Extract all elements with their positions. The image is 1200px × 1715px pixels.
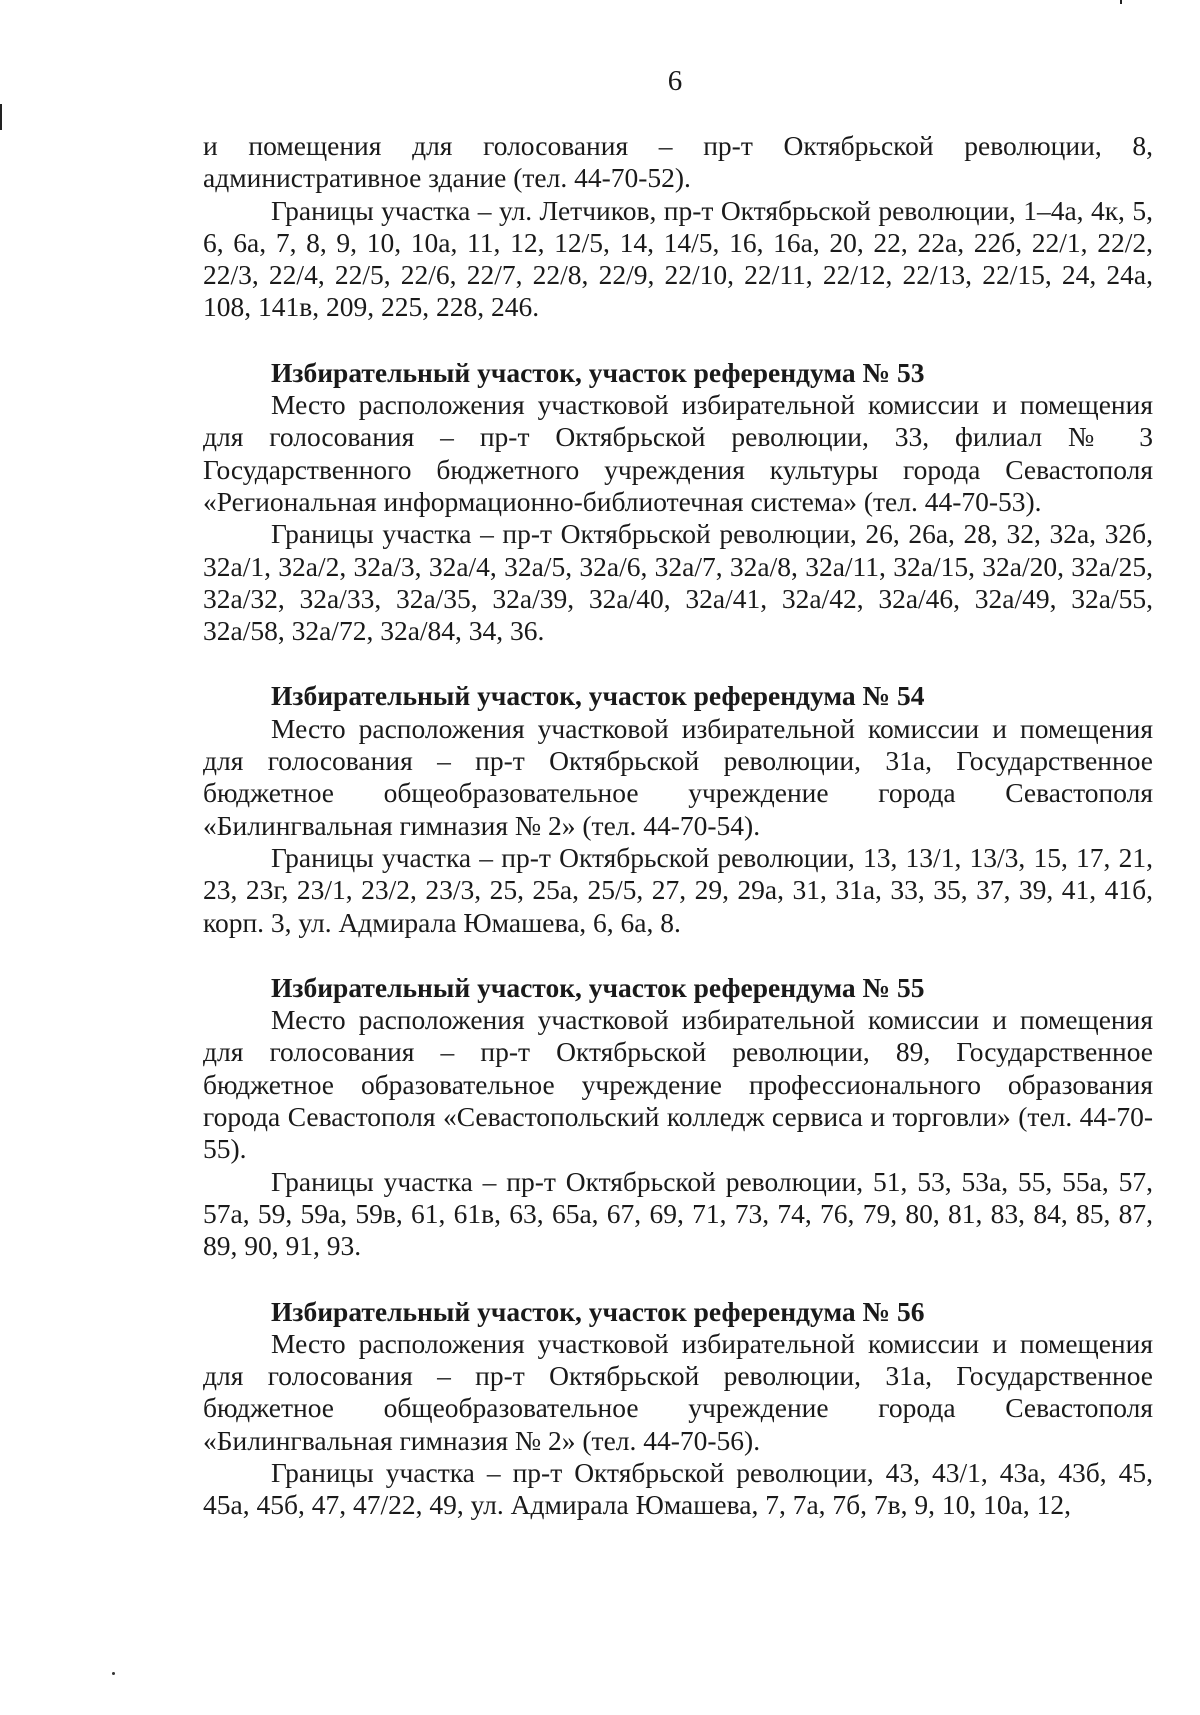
section-boundaries: Границы участка – пр-т Октябрьской революции, 26, 26а, 28, 32, 32а, 32б, 32а/1, 32а/2, 32а/3, 32а/4, 32а/5, 32а/6, 32а/7, 32а/8, 32а/11, 32а/15, 32а/20, 32а/25, 32а/32, 32а/33, 32а/35, 32а/39, 32а/40, 32а/41, 32а/42, 32а/46, 32а/49, 32а/55, 32а/58, 32а/72, 32а/84, 34, 36. — [203, 518, 1153, 647]
section-heading: Избирательный участок, участок референдума № 53 — [271, 356, 925, 388]
section-boundaries: Границы участка – пр-т Октябрьской революции, 51, 53, 53а, 55, 55а, 57, 57а, 59, 59а, 59в, 61, 61в, 63, 65а, 67, 69, 71, 73, 74, 76, 79, 80, 81, 83, 84, 85, 87, 89, 90, 91, 93. — [203, 1165, 1153, 1262]
section-55 — [203, 972, 1153, 1263]
section-54 — [203, 680, 1153, 938]
section-56 — [203, 1296, 1153, 1522]
section-heading: Избирательный участок, участок референдума № 55 — [271, 971, 925, 1003]
intro-boundaries: Границы участка – ул. Летчиков, пр-т Октябрьской революции, 1–4а, 4к, 5, 6, 6а, 7, 8, 9, 10, 10а, 11, 12, 12/5, 14, 14/5, 16, 16а, 20, 22, 22а, 22б, 22/1, 22/2, 22/3, 22/4, 22/5, 22/6, 22/7, 22/8, 22/9, 22/10, 22/11, 22/12, 22/13, 22/15, 24, 24а, 108, 141в, 209, 225, 228, 246. — [203, 194, 1153, 323]
scan-edge-mark-left — [0, 104, 2, 130]
section-boundaries: Границы участка – пр-т Октябрьской революции, 13, 13/1, 13/3, 15, 17, 21, 23, 23г, 23/1, 23/2, 23/3, 25, 25а, 25/5, 27, 29, 29а, 31, 31а, 33, 35, 37, 39, 41, 41б, корп. 3, ул. Адмирала Юмашева, 6, 6а, 8. — [203, 841, 1153, 938]
section-heading: Избирательный участок, участок референдума № 54 — [271, 680, 925, 712]
section-boundaries: Границы участка – пр-т Октябрьской революции, 43, 43/1, 43а, 43б, 45, 45а, 45б, 47, 47/22, 49, ул. Адмирала Юмашева, 7, 7а, 7б, 7в, 9, 10, 10а, 12, — [203, 1456, 1153, 1521]
section-location: Место расположения участковой избирательной комиссии и помещения для голосования – пр-т Октябрьской революции, 33, филиал № 3 Государственного бюджетного учреждения культуры города Севастополя «Региональная информационно-библиотечная система» (тел. 44-70-53). — [203, 389, 1153, 517]
scan-speck — [112, 1672, 115, 1675]
section-heading: Избирательный участок, участок референдума № 56 — [271, 1295, 925, 1327]
section-location: Место расположения участковой избирательной комиссии и помещения для голосования – пр-т Октябрьской революции, 31а, Государственное бюджетное общеобразовательное учреждение города Севастополя «Билингвальная гимназия № 2» (тел. 44-70-54). — [203, 712, 1153, 841]
document-body — [203, 130, 1153, 1522]
section-location: Место расположения участковой избирательной комиссии и помещения для голосования – пр-т Октябрьской революции, 89, Государственное бюджетное образовательное учреждение профессионального образования города Севастополя «Севастопольский колледж сервиса и торговли» (тел. 44-70-55). — [203, 1004, 1153, 1165]
intro-location-continuation: и помещения для голосования – пр-т Октябрьской революции, 8, административное здание (тел. 44-70-52). — [203, 130, 1153, 194]
section-53 — [203, 357, 1153, 648]
section-location: Место расположения участковой избирательной комиссии и помещения для голосования – пр-т Октябрьской революции, 31а, Государственное бюджетное общеобразовательное учреждение города Севастополя «Билингвальная гимназия № 2» (тел. 44-70-56). — [203, 1327, 1153, 1456]
scan-edge-mark-top-right — [1120, 0, 1122, 4]
page-number: 6 — [667, 65, 683, 97]
